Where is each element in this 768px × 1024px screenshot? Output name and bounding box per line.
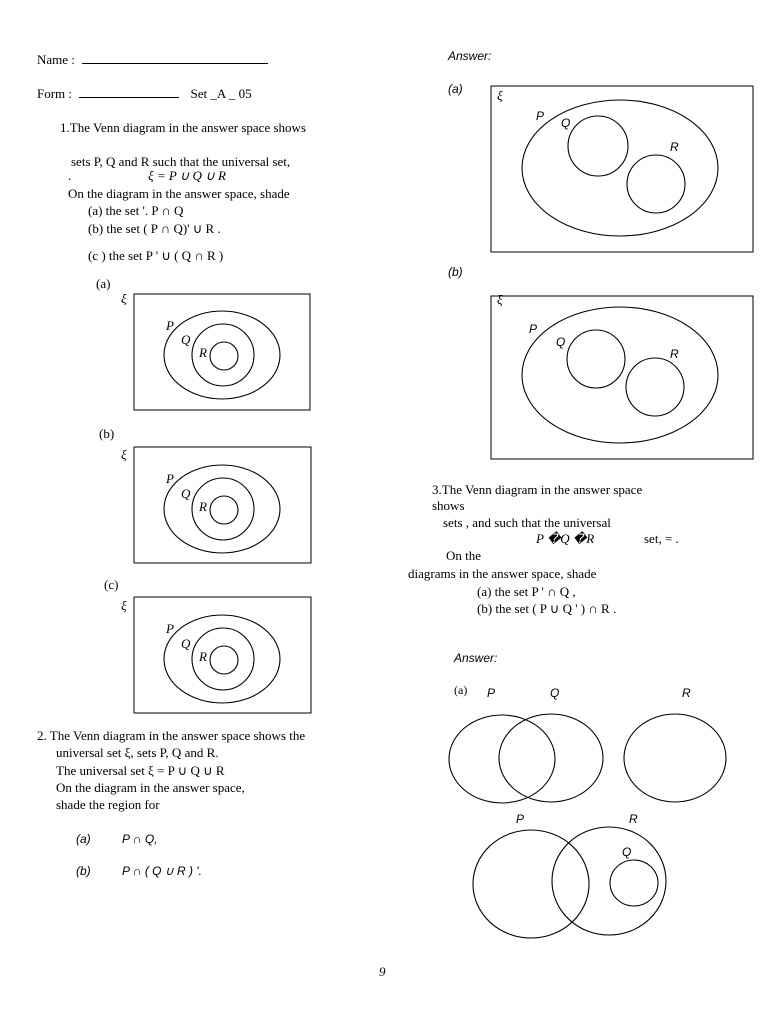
q2-answer-heading: Answer: (448, 49, 492, 63)
q1-part-a: (a) the set '. P ∩ Q (88, 203, 184, 218)
q3-a1-label-p: P (487, 686, 496, 700)
q3-a2-label-p: P (516, 812, 525, 826)
q2-b-universal-symbol: ξ (497, 292, 503, 307)
q1-b-universal-symbol: ξ (121, 447, 127, 462)
q2-a-universal-symbol: ξ (497, 88, 503, 103)
q2-a-label-p: P (536, 109, 545, 123)
q3-a2-set-q (610, 860, 658, 906)
q2-a-label-r: R (670, 140, 679, 154)
q2-part-a-label: (a) (76, 832, 91, 846)
q1-a-label-r: R (199, 345, 207, 360)
q1-b-label-q: Q (181, 486, 191, 501)
q2-answer-a-label: (a) (448, 82, 463, 96)
q2-line2: universal set ξ, sets P, Q and R. (56, 745, 219, 760)
q2-line1: 2. The Venn diagram in the answer space shows the (37, 728, 306, 743)
q2-b-universal-box (491, 296, 753, 459)
q3-line2: sets , and such that the universal (443, 515, 611, 530)
q1-c-set-q (192, 628, 254, 690)
q3-answer-a-label: (a) (454, 683, 468, 697)
q2-line3: The universal set ξ = P ∪ Q ∪ R (56, 763, 225, 778)
set-label: Set _A _ 05 (190, 86, 252, 101)
q1-part-c: (c ) the set P ' ∪ ( Q ∩ R ) (88, 248, 224, 263)
q1-diagram-b-label: (b) (99, 426, 115, 441)
q2-line4: On the diagram in the answer space, (56, 780, 245, 795)
q2-b-label-r: R (670, 347, 679, 361)
q1-diagram-a-label: (a) (96, 276, 111, 291)
q3-a2-label-r: R (629, 812, 638, 826)
q2-b-set-q (567, 330, 625, 388)
q1-b-set-q (192, 478, 254, 540)
q1-c-set-r (210, 646, 238, 674)
q3-a1-label-r: R (682, 686, 691, 700)
q2-a-label-q: Q (561, 116, 571, 130)
q2-answer-b-label: (b) (448, 265, 463, 279)
q2-b-label-q: Q (556, 335, 566, 349)
q1-a-universal-symbol: ξ (121, 291, 127, 306)
q3-a1-set-p (449, 715, 555, 803)
q3-line4: On the (446, 548, 482, 563)
q1-line2: sets P, Q and R such that the universal set, (71, 154, 291, 169)
q3-venn-a2[interactable] (473, 827, 666, 938)
q3-line1b: shows (432, 498, 465, 513)
q1-c-label-p: P (166, 621, 174, 636)
q1-c-universal-box (134, 597, 311, 713)
q3-a2-label-q: Q (622, 845, 632, 859)
q1-c-label-r: R (199, 649, 207, 664)
q1-b-label-r: R (199, 499, 207, 514)
q1-line3: On the diagram in the answer space, shade (68, 186, 290, 201)
q2-a-set-p (522, 100, 718, 236)
q3-line3-universal: P �Q �R (536, 531, 595, 546)
q3-a1-set-r (624, 714, 726, 802)
q3-venn-a1[interactable] (449, 714, 726, 803)
q2-venn-a[interactable] (491, 86, 753, 252)
q1-venn-c[interactable] (134, 597, 311, 713)
q3-line1: 3.The Venn diagram in the answer space (432, 482, 643, 497)
q1-dot: . (68, 168, 72, 183)
q1-part-b: (b) the set ( P ∩ Q)' ∪ R . (88, 221, 221, 236)
q3-part-b: (b) the set ( P ∪ Q ' ) ∩ R . (477, 601, 617, 616)
q2-part-a-text: P ∩ Q, (122, 832, 158, 846)
q2-part-b-text: P ∩ ( Q ∪ R ) '. (122, 864, 202, 878)
q1-venn-a[interactable] (134, 294, 310, 410)
q1-c-universal-symbol: ξ (121, 598, 127, 613)
q2-b-set-r (626, 358, 684, 416)
q1-c-label-q: Q (181, 636, 191, 651)
q2-a-set-r (627, 155, 685, 213)
q1-b-label-p: P (166, 471, 174, 486)
q2-a-universal-box (491, 86, 753, 252)
q1-a-label-q: Q (181, 332, 191, 347)
form-label: Form : (37, 86, 73, 101)
q2-venn-b[interactable] (491, 296, 753, 459)
q1-a-label-p: P (166, 318, 174, 333)
q1-venn-b[interactable] (134, 447, 311, 563)
q1-b-universal-box (134, 447, 311, 563)
q2-a-set-q (568, 116, 628, 176)
q2-line5: shade the region for (56, 797, 160, 812)
q1-a-set-r (210, 342, 238, 370)
q3-answer-heading: Answer: (454, 651, 498, 665)
q2-part-b-label: (b) (76, 864, 91, 878)
q2-b-label-p: P (529, 322, 538, 336)
q3-a1-set-q (499, 714, 603, 802)
q1-line1: 1.The Venn diagram in the answer space shows (60, 120, 306, 135)
name-label: Name : (37, 52, 75, 67)
q1-diagram-c-label: (c) (104, 577, 119, 592)
q1-universal: ξ = P ∪ Q ∪ R (148, 168, 226, 183)
q3-a1-label-q: Q (550, 686, 560, 700)
q3-line5: diagrams in the answer space, shade (408, 566, 597, 581)
page-number: 9 (379, 964, 386, 979)
q1-b-set-r (210, 496, 238, 524)
q3-line3-set: set, = . (644, 531, 679, 546)
q3-part-a: (a) the set P ' ∩ Q , (477, 584, 576, 599)
q1-a-set-q (192, 324, 254, 386)
